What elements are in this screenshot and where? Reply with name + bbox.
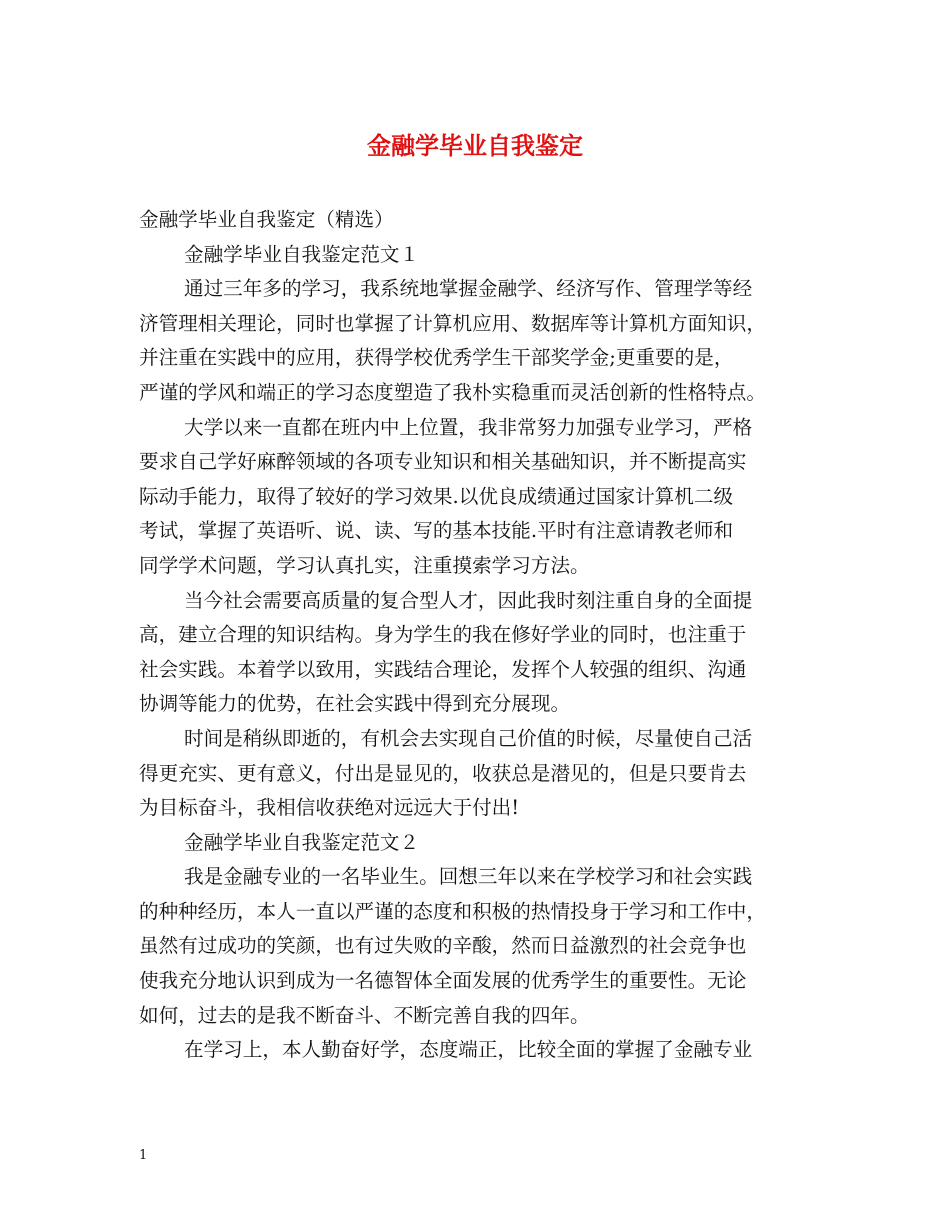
text-line: 如何，过去的是我不断奋斗、不断完善自我的四年。 <box>139 1003 590 1027</box>
text-line: 的种种经历，本人一直以严谨的态度和积极的热情投身于学习和工作中， <box>139 899 766 923</box>
text-line: 得更充实、更有意义，付出是显见的，收获总是潜见的，但是只要肯去 <box>139 761 747 785</box>
text-line: 我是金融专业的一名毕业生。回想三年以来在学校学习和社会实践 <box>184 865 753 889</box>
document-title: 金融学毕业自我鉴定 <box>367 131 583 160</box>
text-line: 严谨的学风和端正的学习态度塑造了我朴实稳重而灵活创新的性格特点。 <box>139 380 766 404</box>
text-line: 金融学毕业自我鉴定（精选） <box>139 208 394 231</box>
text-line: 考试，掌握了英语听、说、读、写的基本技能.平时有注意请教老师和 <box>139 519 734 543</box>
text-line: 要求自己学好麻醉领域的各项专业知识和相关基础知识，并不断提高实 <box>139 450 747 474</box>
text-line: 协调等能力的优势，在社会实践中得到充分展现。 <box>139 692 571 716</box>
text-line: 济管理相关理论，同时也掌握了计算机应用、数据库等计算机方面知识， <box>139 311 766 335</box>
text-line: 通过三年多的学习，我系统地掌握金融学、经济写作、管理学等经 <box>184 277 753 301</box>
text-line: 大学以来一直都在班内中上位置，我非常努力加强专业学习，严格 <box>184 415 753 439</box>
text-line: 并注重在实践中的应用，获得学校优秀学生干部奖学金;更重要的是， <box>139 346 734 370</box>
text-line: 在学习上，本人勤奋好学，态度端正，比较全面的掌握了金融专业 <box>184 1038 753 1062</box>
text-line: 为目标奋斗，我相信收获绝对远远大于付出! <box>139 796 520 820</box>
text-line: 时间是稍纵即逝的，有机会去实现自己价值的时候，尽量使自己活 <box>184 726 753 750</box>
document-body <box>139 203 829 1068</box>
text-line: 际动手能力，取得了较好的学习效果.以优良成绩通过国家计算机二级 <box>139 484 734 508</box>
text-line: 当今社会需要高质量的复合型人才，因此我时刻注重自身的全面提 <box>184 588 753 612</box>
text-line: 同学学术问题，学习认真扎实，注重摸索学习方法。 <box>139 553 590 577</box>
page-number: 1 <box>139 1148 148 1163</box>
text-line: 高，建立合理的知识结构。身为学生的我在修好学业的同时，也注重于 <box>139 623 747 647</box>
text-line: 虽然有过成功的笑颜，也有过失败的辛酸，然而日益激烈的社会竞争也 <box>139 934 747 958</box>
text-line: 社会实践。本着学以致用，实践结合理论，发挥个人较强的组织、沟通 <box>139 657 747 681</box>
text-line: 金融学毕业自我鉴定范文１ <box>184 242 420 266</box>
text-line: 金融学毕业自我鉴定范文２ <box>184 830 420 854</box>
text-line: 使我充分地认识到成为一名德智体全面发展的优秀学生的重要性。无论 <box>139 969 747 993</box>
